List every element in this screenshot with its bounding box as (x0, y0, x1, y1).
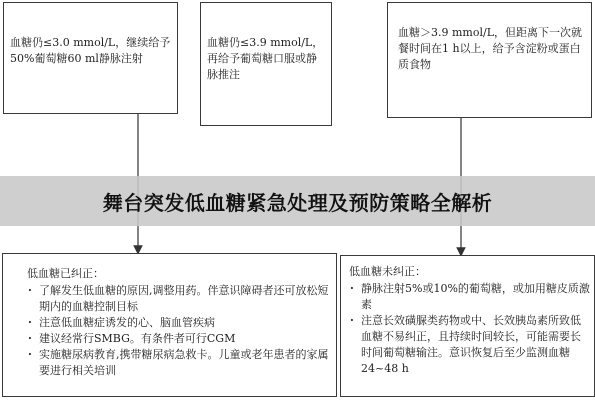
list-item: · 静脉注射5%或10%的葡萄糖，或加用糖皮质激素 (349, 281, 590, 313)
list-item: · 注意低血糖症诱发的心、脑血管疾病 (27, 315, 330, 331)
box-top-middle-text: 血糖仍≤3.9 mmol/L，再给予葡萄糖口服或静脉推注 (207, 36, 324, 81)
box-top-right (387, 2, 592, 118)
title-banner (0, 176, 595, 226)
list-item: · 建议经常行SMBG。有条件者可行CGM (27, 331, 330, 347)
box-top-left-text: 血糖仍≤3.0 mmol/L，继续给予50%葡萄糖60 ml静脉注射 (10, 36, 171, 65)
box-bottom-left-list (27, 283, 330, 379)
list-item: · 了解发生低血糖的原因,调整用药。伴意识障碍者还可放松短期内的血糖控制目标 (27, 283, 330, 315)
box-bottom-left-heading: 低血糖已纠正： (27, 267, 104, 280)
box-top-left (3, 2, 178, 114)
list-item: · 实施糖尿病教育,携带糖尿病急救卡。儿童或老年患者的家属要进行相关培训 (27, 347, 330, 379)
banner-title: 舞台突发低血糖紧急处理及预防策略全解析 (102, 190, 493, 215)
box-bottom-right (340, 255, 595, 397)
box-top-middle (200, 2, 332, 126)
box-bottom-right-list (349, 281, 590, 377)
box-top-right-text: 血糖＞3.9 mmol/L，但距离下一次就餐时间在1 h以上，给予含淀粉或蛋白质食物 (398, 26, 583, 71)
list-item: · 注意长效磺脲类药物或中、长效胰岛素所致低血糖不易纠正，且持续时间较长，可能需要长时间葡萄糖输注。意识恢复后至少监测血糖24~48 h (349, 313, 590, 377)
box-bottom-left (2, 253, 337, 397)
box-bottom-right-heading: 低血糖未纠正： (349, 265, 426, 278)
